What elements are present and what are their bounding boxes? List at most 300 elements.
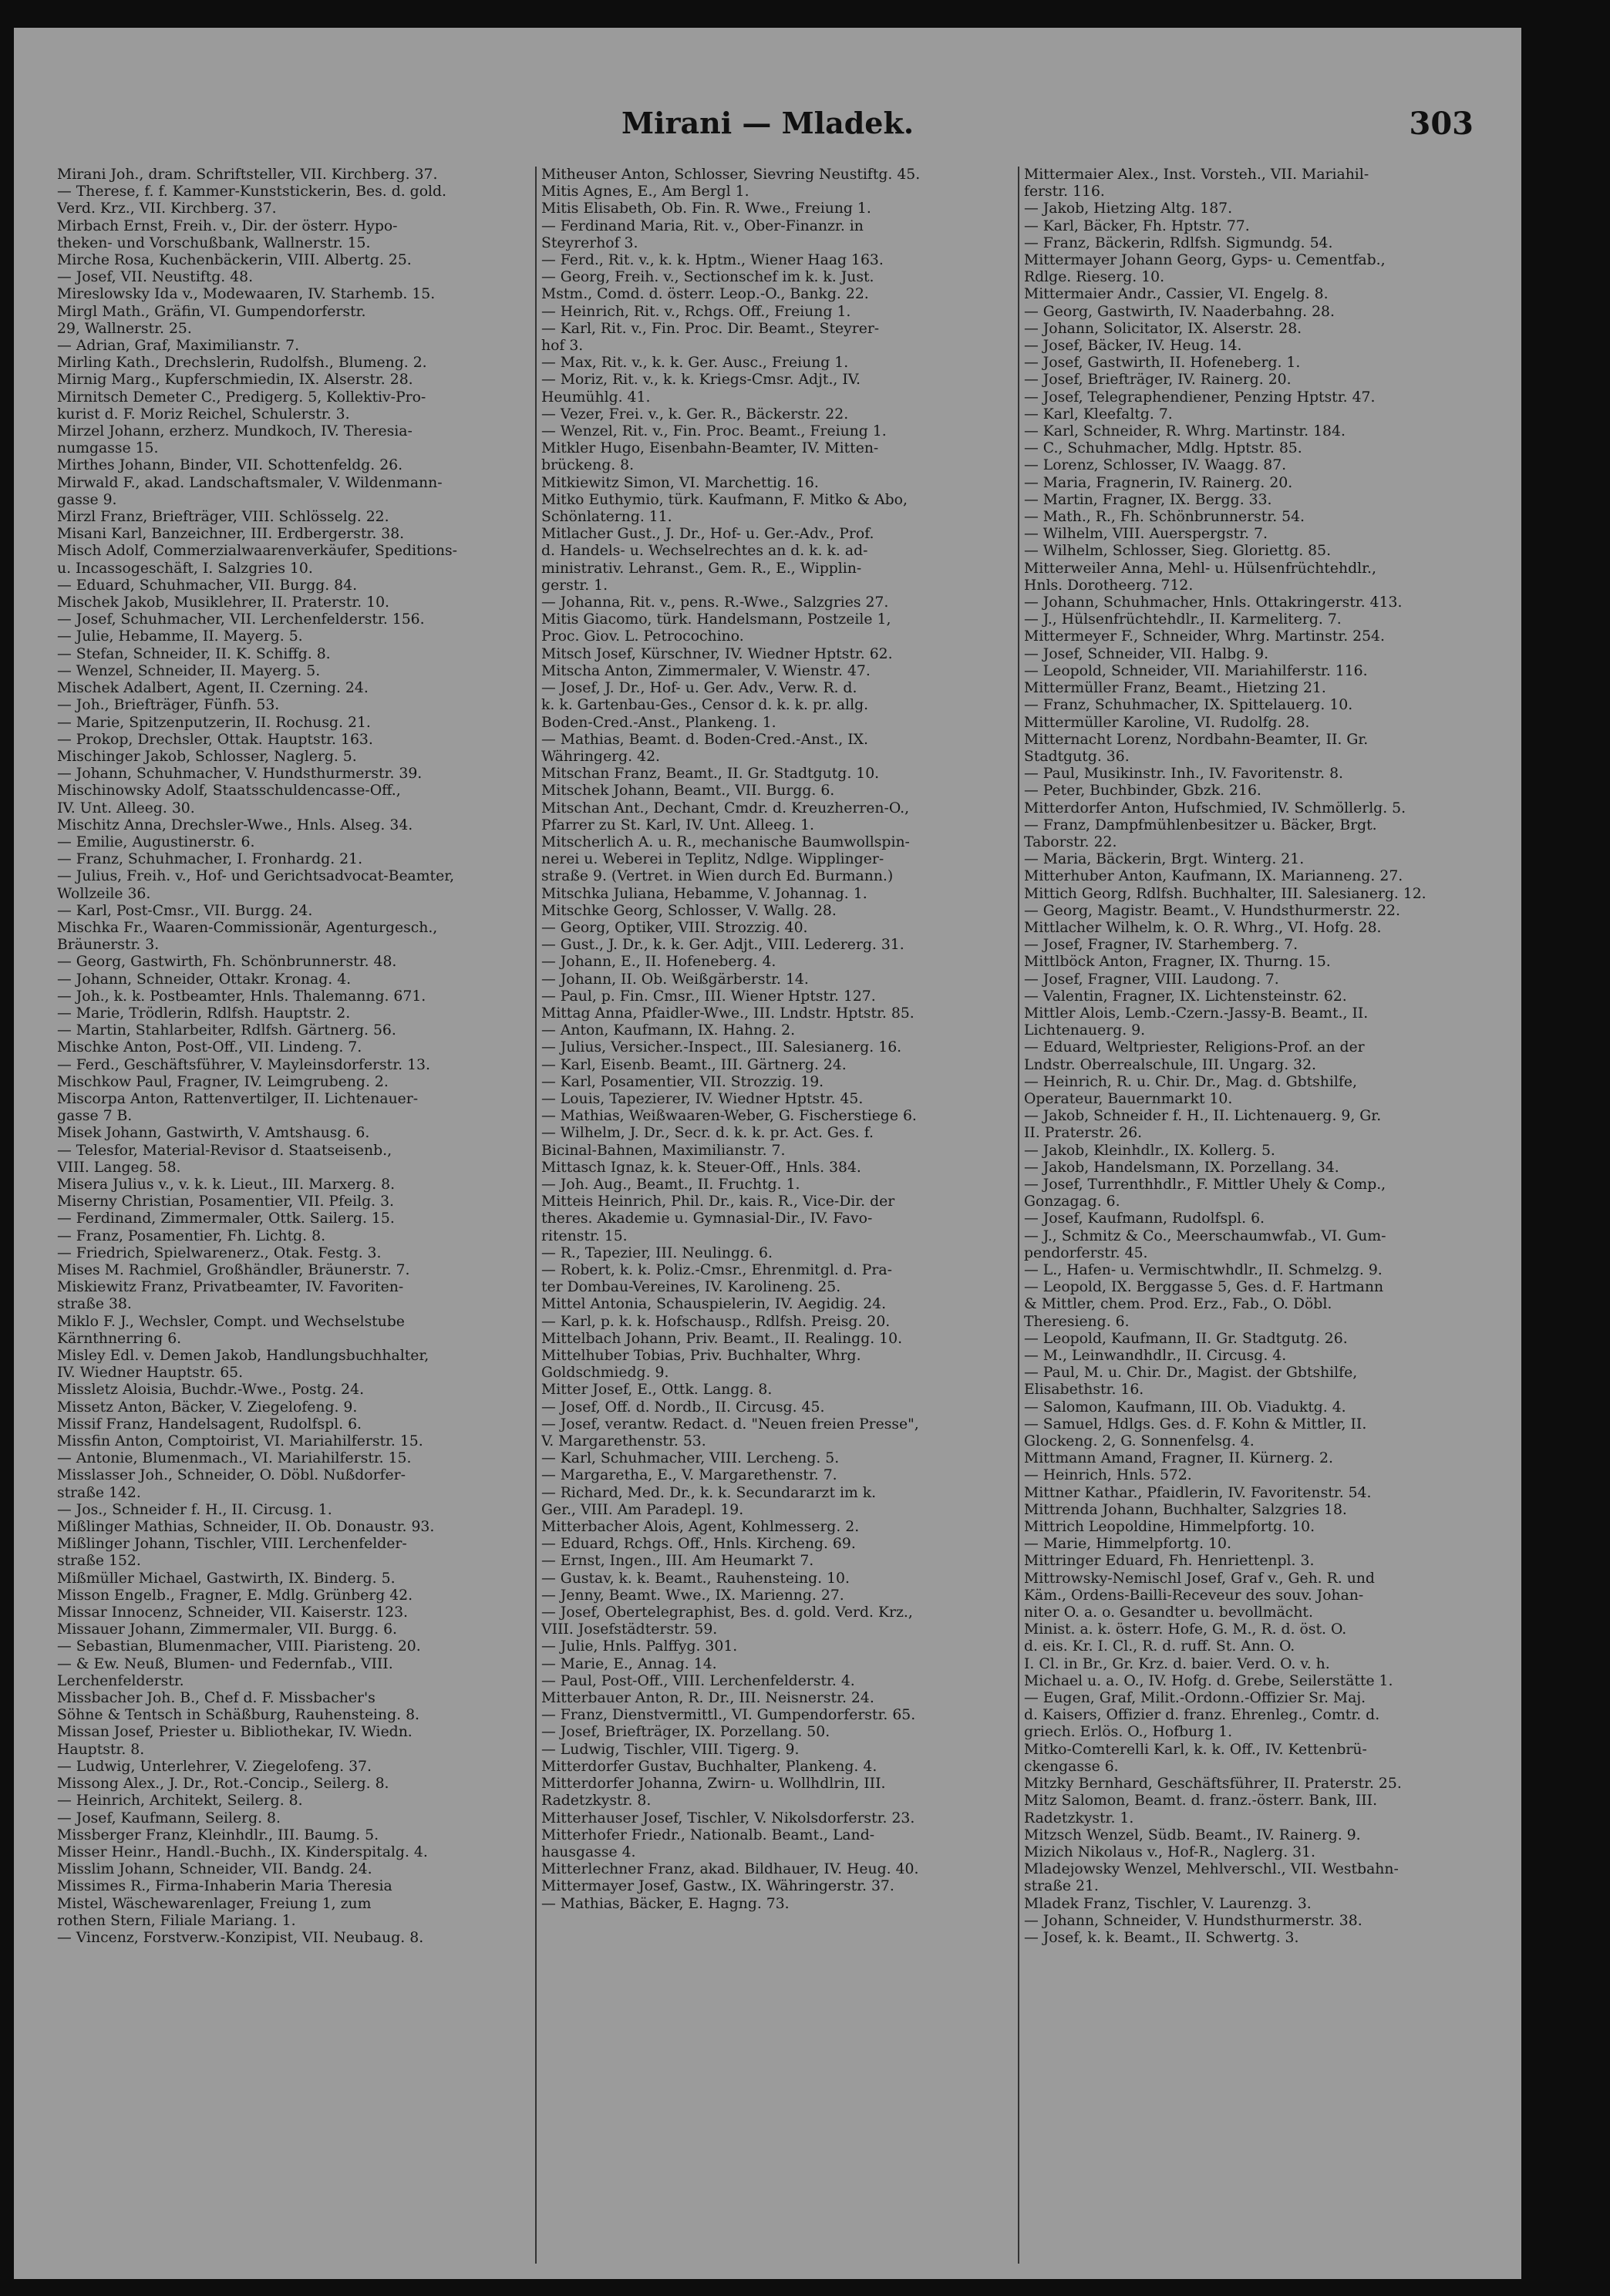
directory-entry-line: Gonzagag. 6. [1024, 1193, 1120, 1210]
directory-entry-line: nerei u. Weberei in Teplitz, Ndlge. Wipplinger- [541, 851, 884, 868]
directory-entry-line: Mitschke Georg, Schlosser, V. Wallg. 28. [541, 902, 837, 919]
directory-entry-line: — Robert, k. k. Poliz.-Cmsr., Ehrenmitgl. d. Pra- [541, 1262, 892, 1278]
directory-entry-line: — Samuel, Hdlgs. Ges. d. F. Kohn & Mittler, II. [1024, 1416, 1367, 1432]
directory-entry-line: Mißmüller Michael, Gastwirth, IX. Binderg. 5. [57, 1570, 396, 1587]
directory-entry-line: — Anton, Kaufmann, IX. Hahng. 2. [541, 1022, 796, 1039]
directory-entry-line: Mischinger Jakob, Schlosser, Naglerg. 5. [57, 748, 357, 765]
directory-entry-line: — Joh., Briefträger, Fünfh. 53. [57, 697, 280, 714]
directory-entry-line: Mitterweiler Anna, Mehl- u. Hülsenfrüchtehdlr., [1024, 560, 1376, 577]
directory-entry-line: Radetzkystr. 1. [1024, 1810, 1134, 1826]
directory-entry-line: Söhne & Tentsch in Schäßburg, Rauhensteing. 8. [57, 1707, 419, 1724]
directory-entry-line: theken- und Vorschußbank, Wallnerstr. 15. [57, 234, 371, 251]
directory-entry-line: Mitsch Josef, Kürschner, IV. Wiedner Hptstr. 62. [541, 645, 893, 662]
directory-entry-line: Missar Innocenz, Schneider, VII. Kaiserstr. 123. [57, 1604, 408, 1621]
directory-entry-line: Theresieng. 6. [1024, 1313, 1130, 1330]
directory-entry-line: Mirnitsch Demeter C., Predigerg. 5, Kollektiv-Pro- [57, 389, 426, 406]
directory-entry-line: — Wilhelm, J. Dr., Secr. d. k. k. pr. Act. Ges. f. [541, 1125, 874, 1142]
directory-entry-line: — Heinrich, Rit. v., Rchgs. Off., Freiung 1. [541, 303, 851, 320]
directory-entry-line: Mitschan Ant., Dechant, Cmdr. d. Kreuzherren-O., [541, 800, 910, 816]
directory-entry-line: — Wenzel, Schneider, II. Mayerg. 5. [57, 662, 321, 679]
directory-entry-line: Glockeng. 2, G. Sonnenfelsg. 4. [1024, 1433, 1255, 1450]
directory-entry-line: Mises M. Rachmiel, Großhändler, Bräunerstr. 7. [57, 1262, 410, 1278]
directory-entry-line: ferstr. 116. [1024, 183, 1105, 200]
directory-entry-line: — Karl, Schneider, R. Whrg. Martinstr. 184. [1024, 423, 1346, 440]
directory-entry-line: — Ferd., Rit. v., k. k. Hptm., Wiener Haag 163. [541, 252, 884, 269]
directory-entry-line: — Johann, Solicitator, IX. Alserstr. 28. [1024, 320, 1302, 337]
directory-entry-line: — Salomon, Kaufmann, III. Ob. Viaduktg. 4. [1024, 1399, 1346, 1416]
directory-entry-line: Lerchenfelderstr. [57, 1672, 184, 1689]
directory-entry-line: Mittelhuber Tobias, Priv. Buchhalter, Whrg. [541, 1348, 861, 1365]
directory-entry-line: — Max, Rit. v., k. k. Ger. Ausc., Freiung 1. [541, 355, 849, 372]
directory-entry-line: Mittermüller Karoline, VI. Rudolfg. 28. [1024, 714, 1310, 731]
directory-entry-line: — Josef, VII. Neustiftg. 48. [57, 269, 254, 286]
directory-entry-line: Pfarrer zu St. Karl, IV. Unt. Alleeg. 1. [541, 816, 815, 833]
directory-entry-line: — C., Schuhmacher, Mdlg. Hptstr. 85. [1024, 440, 1302, 457]
directory-entry-line: Mitterbauer Anton, R. Dr., III. Neisnerstr. 24. [541, 1690, 874, 1707]
directory-entry-line: Goldschmiedg. 9. [541, 1365, 669, 1382]
directory-entry-line: Misser Heinr., Handl.-Buchh., IX. Kinderspitalg. 4. [57, 1843, 428, 1860]
directory-entry-line: straße 142. [57, 1484, 141, 1501]
directory-entry-line: — Louis, Tapezierer, IV. Wiedner Hptstr. 45. [541, 1090, 864, 1107]
directory-entry-line: — Johann, Schneider, Ottakr. Kronag. 4. [57, 971, 352, 988]
directory-entry-line: Mittmann Amand, Fragner, II. Kürnerg. 2. [1024, 1450, 1333, 1467]
directory-entry-line: — Jakob, Schneider f. H., II. Lichtenauerg. 9, Gr. [1024, 1108, 1382, 1125]
directory-entry-line: — Math., R., Fh. Schönbrunnerstr. 54. [1024, 509, 1305, 526]
directory-entry-line: Verd. Krz., VII. Kirchberg. 37. [57, 200, 277, 217]
directory-entry-line: — Eduard, Weltpriester, Religions-Prof. an der [1024, 1039, 1365, 1056]
directory-entry-line: Michael u. a. O., IV. Hofg. d. Grebe, Seilerstätte 1. [1024, 1672, 1393, 1689]
directory-entry-line: — Prokop, Drechsler, Ottak. Hauptstr. 163. [57, 731, 373, 748]
directory-page [14, 28, 1521, 2279]
directory-entry-line: Taborstr. 22. [1024, 833, 1117, 850]
directory-entry-line: Mitterhuber Anton, Kaufmann, IX. Marianneng. 27. [1024, 868, 1403, 885]
directory-entry-line: — Eduard, Schuhmacher, VII. Burgg. 84. [57, 577, 358, 594]
directory-entry-line: Mistel, Wäschewarenlager, Freiung 1, zum [57, 1895, 372, 1912]
directory-entry-line: Mittelbach Johann, Priv. Beamt., II. Realingg. 10. [541, 1330, 903, 1347]
directory-entry-line: Mitzky Bernhard, Geschäftsführer, II. Praterstr. 25. [1024, 1776, 1402, 1793]
directory-entry-line: — Telesfor, Material-Revisor d. Staatseisenb., [57, 1142, 392, 1159]
directory-entry-line: Mitzsch Wenzel, Südb. Beamt., IV. Rainerg. 9. [1024, 1826, 1361, 1843]
directory-entry-line: Radetzkystr. 8. [541, 1793, 652, 1810]
directory-entry-line: Mitterdorfer Johanna, Zwirn- u. Wollhdlrin, III. [541, 1776, 886, 1793]
directory-entry-line: Mitterdorfer Anton, Hufschmied, IV. Schmöllerlg. 5. [1024, 800, 1406, 816]
directory-entry-line: — Mathias, Bäcker, E. Hagng. 73. [541, 1895, 790, 1912]
directory-entry-line: — Marie, Himmelpfortg. 10. [1024, 1536, 1231, 1553]
directory-entry-line: & Mittler, chem. Prod. Erz., Fab., O. Döbl. [1024, 1296, 1332, 1313]
directory-entry-line: Missberger Franz, Kleinhdlr., III. Baumg. 5. [57, 1826, 379, 1843]
directory-entry-line: Missletz Aloisia, Buchdr.-Wwe., Postg. 24. [57, 1382, 365, 1399]
directory-entry-line: — & Ew. Neuß, Blumen- und Federnfab., VIII. [57, 1655, 393, 1672]
directory-entry-line: — Josef, Bäcker, IV. Heug. 14. [1024, 338, 1242, 355]
directory-entry-line: — Jos., Schneider f. H., II. Circusg. 1. [57, 1501, 332, 1518]
directory-entry-line: — Josef, Schuhmacher, VII. Lerchenfelderstr. 156. [57, 611, 425, 628]
directory-entry-line: — Therese, f. f. Kammer-Kunststickerin, Bes. d. gold. [57, 183, 447, 200]
directory-entry-line: — Heinrich, Architekt, Seilerg. 8. [57, 1793, 303, 1810]
directory-entry-line: Steyrerhof 3. [541, 234, 638, 251]
directory-entry-line: Misch Adolf, Commerzialwaarenverkäufer, Speditions- [57, 543, 458, 560]
directory-entry-line: Mladejowsky Wenzel, Mehlverschl., VII. Westbahn- [1024, 1861, 1399, 1878]
directory-entry-line: — Johann, Schuhmacher, Hnls. Ottakringerstr. 413. [1024, 594, 1403, 611]
directory-entry-line: — Jakob, Kleinhdlr., IX. Kollerg. 5. [1024, 1142, 1275, 1159]
directory-entry-line: — Marie, Trödlerin, Rdlfsh. Hauptstr. 2. [57, 1005, 351, 1022]
directory-entry-line: hausgasse 4. [541, 1843, 636, 1860]
directory-entry-line: Mittermayer Johann Georg, Gyps- u. Cementfab., [1024, 252, 1386, 269]
directory-entry-line: straße 9. (Vertret. in Wien durch Ed. Burmann.) [541, 868, 894, 885]
directory-entry-line: Mitscherlich A. u. R., mechanische Baumwollspin- [541, 833, 910, 850]
directory-entry-line: Missfin Anton, Comptoirist, VI. Mariahilferstr. 15. [57, 1433, 423, 1450]
directory-entry-line: Miserny Christian, Posamentier, VII. Pfeilg. 3. [57, 1193, 395, 1210]
directory-entry-line: — Stefan, Schneider, II. K. Schiffg. 8. [57, 645, 331, 662]
directory-entry-line: gerstr. 1. [541, 577, 608, 594]
directory-entry-line: — Eduard, Rchgs. Off., Hnls. Kircheng. 69. [541, 1536, 856, 1553]
directory-entry-line: Miskiewitz Franz, Privatbeamter, IV. Favoriten- [57, 1279, 404, 1296]
directory-entry-line: — Josef, Fragner, IV. Starhemberg. 7. [1024, 937, 1298, 954]
directory-entry-line: Mitter Josef, E., Ottk. Langg. 8. [541, 1382, 773, 1399]
running-head: Mirani — Mladek. [621, 106, 914, 140]
directory-entry-line: 29, Wallnerstr. 25. [57, 320, 192, 337]
directory-entry-line: — Georg, Magistr. Beamt., V. Hundsthurmerstr. 22. [1024, 902, 1400, 919]
page-header [14, 101, 1521, 155]
directory-entry-line: Mitschek Johann, Beamt., VII. Burgg. 6. [541, 783, 835, 800]
column-left [52, 167, 535, 2264]
directory-entry-line: — Josef, Briefträger, IX. Porzellang. 50. [541, 1724, 830, 1741]
directory-entry-line: Schönlaterng. 11. [541, 509, 672, 526]
directory-entry-line: Mitz Salomon, Beamt. d. franz.-österr. Bank, III. [1024, 1793, 1378, 1810]
directory-entry-line: — J., Hülsenfrüchtehdlr., II. Karmeliterg. 7. [1024, 611, 1342, 628]
directory-entry-line: Kärnthnerring 6. [57, 1330, 182, 1347]
directory-entry-line: — Josef, Schneider, VII. Halbg. 9. [1024, 645, 1269, 662]
directory-entry-line: Miscorpa Anton, Rattenvertilger, II. Lichtenauer- [57, 1090, 419, 1107]
directory-entry-line: — Josef, Off. d. Nordb., II. Circusg. 45. [541, 1399, 825, 1416]
directory-entry-line: — Wilhelm, Schlosser, Sieg. Gloriettg. 85. [1024, 543, 1332, 560]
directory-entry-line: VIII. Langeg. 58. [57, 1159, 181, 1176]
directory-entry-line: Misera Julius v., v. k. k. Lieut., III. Marxerg. 8. [57, 1176, 396, 1193]
directory-entry-line: Missif Franz, Handelsagent, Rudolfspl. 6. [57, 1416, 362, 1432]
directory-entry-line: — Jakob, Handelsmann, IX. Porzellang. 34. [1024, 1159, 1339, 1176]
directory-entry-line: u. Incassogeschäft, I. Salzgries 10. [57, 560, 313, 577]
directory-entry-line: — Georg, Gastwirth, IV. Naaderbahng. 28. [1024, 303, 1335, 320]
directory-entry-line: Mirche Rosa, Kuchenbäckerin, VIII. Albertg. 25. [57, 252, 412, 269]
directory-entry-line: — Ernst, Ingen., III. Am Heumarkt 7. [541, 1553, 814, 1570]
directory-entry-line: — Julie, Hnls. Palffyg. 301. [541, 1638, 738, 1655]
directory-entry-line: — Jakob, Hietzing Altg. 187. [1024, 200, 1233, 217]
directory-entry-line: Mitterbacher Alois, Agent, Kohlmesserg. 2. [541, 1519, 860, 1536]
directory-entry-line: Operateur, Bauernmarkt 10. [1024, 1090, 1233, 1107]
directory-entry-line: Mitteis Heinrich, Phil. Dr., kais. R., Vice-Dir. der [541, 1193, 895, 1210]
directory-entry-line: Misslim Johann, Schneider, VII. Bandg. 24. [57, 1861, 372, 1878]
directory-entry-line: Misek Johann, Gastwirth, V. Amtshausg. 6. [57, 1125, 370, 1142]
directory-entry-line: Mittrich Leopoldine, Himmelpfortg. 10. [1024, 1519, 1315, 1536]
directory-entry-line: d. Kaisers, Offizier d. franz. Ehrenleg., Comtr. d. [1024, 1707, 1380, 1724]
directory-entry-line: — Paul, M. u. Chir. Dr., Magist. der Gbtshilfe, [1024, 1365, 1358, 1382]
directory-entry-line: Boden-Cred.-Anst., Plankeng. 1. [541, 714, 776, 731]
directory-entry-line: ter Dombau-Vereines, IV. Karolineng. 25. [541, 1279, 841, 1296]
directory-entry-line: — Josef, Telegraphendiener, Penzing Hptstr. 47. [1024, 389, 1376, 406]
directory-entry-line: Wollzeile 36. [57, 885, 151, 902]
directory-entry-line: — Johann, II. Ob. Weißgärberstr. 14. [541, 971, 809, 988]
directory-entry-line: Währingerg. 42. [541, 748, 660, 765]
directory-entry-line: — L., Hafen- u. Vermischtwhdlr., II. Schmelzg. 9. [1024, 1262, 1383, 1278]
directory-entry-line: Mladek Franz, Tischler, V. Laurenzg. 3. [1024, 1895, 1312, 1912]
directory-entry-line: — Leopold, Schneider, VII. Mariahilferstr. 116. [1024, 662, 1368, 679]
directory-entry-line: — Leopold, IX. Berggasse 5, Ges. d. F. Hartmann [1024, 1279, 1384, 1296]
directory-entry-line: Mißlinger Mathias, Schneider, II. Ob. Donaustr. 93. [57, 1519, 435, 1536]
directory-entry-line: Missauer Johann, Zimmermaler, VII. Burgg. 6. [57, 1621, 398, 1638]
directory-entry-line: — M., Leinwandhdlr., II. Circusg. 4. [1024, 1348, 1287, 1365]
directory-entry-line: Mirgl Math., Gräfin, VI. Gumpendorferstr. [57, 303, 366, 320]
directory-entry-line: Stadtgutg. 36. [1024, 748, 1130, 765]
directory-entry-line: Mischinowsky Adolf, Staatsschuldencasse-Off., [57, 783, 401, 800]
directory-entry-line: — Emilie, Augustinerstr. 6. [57, 833, 255, 850]
directory-entry-line: Mirnig Marg., Kupferschmiedin, IX. Alserstr. 28. [57, 372, 413, 389]
directory-entry-line: Mitko-Comterelli Karl, k. k. Off., IV. Kettenbrü- [1024, 1741, 1367, 1758]
directory-entry-line: — Karl, Schuhmacher, VIII. Lercheng. 5. [541, 1450, 840, 1467]
directory-entry-line: Mittel Antonia, Schauspielerin, IV. Aegidig. 24. [541, 1296, 887, 1313]
directory-entry-line: — Karl, Kleefaltg. 7. [1024, 406, 1173, 423]
directory-entry-line: — Antonie, Blumenmach., VI. Mariahilferstr. 15. [57, 1450, 412, 1467]
directory-entry-line: pendorferstr. 45. [1024, 1244, 1148, 1261]
directory-entry-line: Mitkiewitz Simon, VI. Marchettig. 16. [541, 474, 819, 491]
directory-entry-line: brückeng. 8. [541, 457, 635, 474]
directory-entry-line: — Martin, Stahlarbeiter, Rdlfsh. Gärtnerg. 56. [57, 1022, 396, 1039]
directory-entry-line: Mittlböck Anton, Fragner, IX. Thurng. 15. [1024, 954, 1331, 971]
directory-entry-line: — Johann, Schneider, V. Hundsthurmerstr. 38. [1024, 1912, 1362, 1929]
directory-entry-line: Missbacher Joh. B., Chef d. F. Missbacher's [57, 1690, 376, 1707]
directory-entry-line: Bräunerstr. 3. [57, 937, 160, 954]
directory-entry-line: niter O. a. o. Gesandter u. bevollmächt. [1024, 1604, 1313, 1621]
directory-entry-line: — Mathias, Weißwaaren-Weber, G. Fischerstiege 6. [541, 1108, 917, 1125]
directory-entry-line: — Karl, Rit. v., Fin. Proc. Dir. Beamt., Steyrer- [541, 320, 880, 337]
directory-entry-line: — Gustav, k. k. Beamt., Rauhensteing. 10. [541, 1570, 850, 1587]
directory-entry-line: Mitis Agnes, E., Am Bergl 1. [541, 183, 749, 200]
directory-entry-line: — Ferdinand, Zimmermaler, Ottk. Sailerg. 15. [57, 1210, 395, 1227]
directory-entry-line: Mitlacher Gust., J. Dr., Hof- u. Ger.-Adv., Prof. [541, 526, 874, 543]
directory-entry-line: Mitterhofer Friedr., Nationalb. Beamt., Land- [541, 1826, 875, 1843]
directory-entry-line: d. Handels- u. Wechselrechtes an d. k. k. ad- [541, 543, 868, 560]
directory-entry-line: — Karl, Eisenb. Beamt., III. Gärtnerg. 24. [541, 1056, 847, 1073]
directory-entry-line: Mischek Adalbert, Agent, II. Czerning. 24. [57, 680, 369, 697]
directory-entry-line: Mireslowsky Ida v., Modewaaren, IV. Starhemb. 15. [57, 286, 436, 303]
directory-entry-line: Misani Karl, Banzeichner, III. Erdbergerstr. 38. [57, 526, 405, 543]
directory-entry-line: — Vezer, Frei. v., k. Ger. R., Bäckerstr. 22. [541, 406, 849, 423]
directory-entry-line: — Ludwig, Tischler, VIII. Tigerg. 9. [541, 1741, 800, 1758]
directory-entry-line: Mittermeyer F., Schneider, Whrg. Martinstr. 254. [1024, 628, 1385, 645]
directory-entry-line: Mittasch Ignaz, k. k. Steuer-Off., Hnls. 384. [541, 1159, 861, 1176]
column-right [1018, 167, 1501, 2264]
directory-entry-line: — Franz, Dampfmühlenbesitzer u. Bäcker, Brgt. [1024, 816, 1377, 833]
directory-entry-line: — Karl, Bäcker, Fh. Hptstr. 77. [1024, 217, 1250, 234]
directory-entry-line: — Margaretha, E., V. Margarethenstr. 7. [541, 1467, 837, 1484]
directory-entry-line: — Ferdinand Maria, Rit. v., Ober-Finanzr. in [541, 217, 864, 234]
directory-entry-line: — Ludwig, Unterlehrer, V. Ziegelofeng. 37. [57, 1758, 372, 1775]
directory-entry-line: Mitterlechner Franz, akad. Bildhauer, IV. Heug. 40. [541, 1861, 919, 1878]
directory-entry-line: Missong Alex., J. Dr., Rot.-Concip., Seilerg. 8. [57, 1776, 389, 1793]
directory-entry-line: — Richard, Med. Dr., k. k. Secundararzt im k. [541, 1484, 877, 1501]
directory-entry-line: Mirbach Ernst, Freih. v., Dir. der österr. Hypo- [57, 217, 398, 234]
directory-entry-line: — Johann, Schuhmacher, V. Hundsthurmerstr. 39. [57, 766, 423, 783]
directory-entry-line: Missan Josef, Priester u. Bibliothekar, IV. Wiedn. [57, 1724, 413, 1741]
directory-entry-line: — Franz, Schuhmacher, I. Fronhardg. 21. [57, 851, 363, 868]
directory-entry-line: — Ferd., Geschäftsführer, V. Mayleinsdorferstr. 13. [57, 1056, 430, 1073]
page-number: 303 [1409, 106, 1474, 142]
directory-entry-line: Misslasser Joh., Schneider, O. Döbl. Nußdorfer- [57, 1467, 406, 1484]
directory-entry-line: — Joh. Aug., Beamt., II. Fruchtg. 1. [541, 1176, 800, 1193]
directory-entry-line: Mitkler Hugo, Eisenbahn-Beamter, IV. Mitten- [541, 440, 879, 457]
directory-entry-line: — Paul, Musikinstr. Inh., IV. Favoritenstr. 8. [1024, 766, 1344, 783]
directory-entry-line: Mirzl Franz, Briefträger, VIII. Schlösselg. 22. [57, 509, 389, 526]
directory-entry-line: IV. Unt. Alleeg. 30. [57, 800, 195, 816]
directory-entry-line: Mirthes Johann, Binder, VII. Schottenfeldg. 26. [57, 457, 403, 474]
directory-entry-line: — Josef, verantw. Redact. d. "Neuen freien Presse", [541, 1416, 919, 1432]
directory-entry-line: Mittrowsky-Nemischl Josef, Graf v., Geh. R. und [1024, 1570, 1375, 1587]
directory-entry-line: d. eis. Kr. I. Cl., R. d. ruff. St. Ann. O. [1024, 1638, 1295, 1655]
directory-entry-line: — Josef, k. k. Beamt., II. Schwertg. 3. [1024, 1929, 1299, 1946]
directory-entry-line: Lichtenauerg. 9. [1024, 1022, 1146, 1039]
directory-entry-line: ministrativ. Lehranst., Gem. R., E., Wipplin- [541, 560, 862, 577]
directory-entry-line: rothen Stern, Filiale Mariang. 1. [57, 1912, 296, 1929]
column-middle [535, 167, 1018, 2264]
directory-entry-line: Mstm., Comd. d. österr. Leop.-O., Bankg. 22. [541, 286, 869, 303]
directory-entry-line: — Sebastian, Blumenmacher, VIII. Piaristeng. 20. [57, 1638, 421, 1655]
directory-entry-line: Mitscha Anton, Zimmermaler, V. Wienstr. 47. [541, 662, 871, 679]
directory-entry-line: — Franz, Dienstvermittl., VI. Gumpendorferstr. 65. [541, 1707, 916, 1724]
directory-entry-line: Mirling Kath., Drechslerin, Rudolfsh., Blumeng. 2. [57, 355, 427, 372]
directory-entry-line: — Adrian, Graf, Maximilianstr. 7. [57, 338, 300, 355]
directory-entry-line: Rdlge. Rieserg. 10. [1024, 269, 1165, 286]
directory-entry-line: Mittermaier Andr., Cassier, VI. Engelg. 8. [1024, 286, 1329, 303]
directory-entry-line: — R., Tapezier, III. Neulingg. 6. [541, 1244, 773, 1261]
directory-entry-line: Mischke Anton, Post-Off., VII. Lindeng. 7. [57, 1039, 362, 1056]
directory-entry-line: ritenstr. 15. [541, 1227, 628, 1244]
directory-entry-line: — Franz, Schuhmacher, IX. Spittelauerg. 10. [1024, 697, 1353, 714]
directory-entry-line: Mirwald F., akad. Landschaftsmaler, V. Wildenmann- [57, 474, 443, 491]
directory-entry-line: — Marie, Spitzenputzerin, II. Rochusg. 21. [57, 714, 371, 731]
directory-entry-line: Mittermayer Josef, Gastw., IX. Währingerstr. 37. [541, 1878, 894, 1895]
directory-entry-line: — Josef, Briefträger, IV. Rainerg. 20. [1024, 372, 1292, 389]
directory-entry-line: — Martin, Fragner, IX. Bergg. 33. [1024, 491, 1272, 508]
directory-entry-line: Mizich Nikolaus v., Hof-R., Naglerg. 31. [1024, 1843, 1315, 1860]
directory-entry-line: — Marie, E., Annag. 14. [541, 1655, 717, 1672]
directory-entry-line: Mirani Joh., dram. Schriftsteller, VII. Kirchberg. 37. [57, 167, 438, 183]
directory-entry-line: — Mathias, Beamt. d. Boden-Cred.-Anst., IX. [541, 731, 868, 748]
directory-entry-line: Mischek Jakob, Musiklehrer, II. Praterstr. 10. [57, 594, 389, 611]
directory-entry-line: — Paul, Post-Off., VIII. Lerchenfelderstr. 4. [541, 1672, 855, 1689]
directory-entry-line: Mittner Kathar., Pfaidlerin, IV. Favoritenstr. 54. [1024, 1484, 1372, 1501]
directory-entry-line: — Karl, p. k. k. Hofschausp., Rdlfsh. Preisg. 20. [541, 1313, 891, 1330]
directory-entry-line: Mittag Anna, Pfaidler-Wwe., III. Lndstr. Hptstr. 85. [541, 1005, 914, 1022]
directory-entry-line: — Franz, Posamentier, Fh. Lichtg. 8. [57, 1227, 326, 1244]
directory-entry-line: Mittermüller Franz, Beamt., Hietzing 21. [1024, 680, 1326, 697]
directory-entry-line: — Wenzel, Rit. v., Fin. Proc. Beamt., Freiung 1. [541, 423, 887, 440]
directory-entry-line: — Julius, Freih. v., Hof- und Gerichtsadvocat-Beamter, [57, 868, 455, 885]
directory-entry-line: Elisabethstr. 16. [1024, 1382, 1144, 1399]
directory-entry-line: — Georg, Freih. v., Sectionschef im k. k. Just. [541, 269, 874, 286]
directory-entry-line: — Joh., k. k. Postbeamter, Hnls. Thalemanng. 671. [57, 988, 426, 1005]
directory-entry-line: — Lorenz, Schlosser, IV. Waagg. 87. [1024, 457, 1287, 474]
directory-entry-line: Miklo F. J., Wechsler, Compt. und Wechselstube [57, 1313, 405, 1330]
directory-entry-line: — Maria, Fragnerin, IV. Rainerg. 20. [1024, 474, 1293, 491]
directory-entry-line: Proc. Giov. L. Petrocochino. [541, 628, 744, 645]
directory-entry-line: — Franz, Bäckerin, Rdlfsh. Sigmundg. 54. [1024, 234, 1333, 251]
directory-entry-line: Mirzel Johann, erzherz. Mundkoch, IV. Theresia- [57, 423, 413, 440]
directory-entry-line: Hnls. Dorotheerg. 712. [1024, 577, 1194, 594]
directory-entry-line: straße 152. [57, 1553, 141, 1570]
directory-entry-line: hof 3. [541, 338, 584, 355]
directory-entry-line: — Georg, Optiker, VIII. Strozzig. 40. [541, 919, 808, 936]
directory-entry-line: — Karl, Post-Cmsr., VII. Burgg. 24. [57, 902, 313, 919]
directory-entry-line: Hauptstr. 8. [57, 1741, 145, 1758]
directory-entry-line: Mitis Elisabeth, Ob. Fin. R. Wwe., Freiung 1. [541, 200, 871, 217]
directory-entry-line: — Josef, J. Dr., Hof- u. Ger. Adv., Verw. R. d. [541, 680, 857, 697]
directory-entry-line: — Maria, Bäckerin, Brgt. Winterg. 21. [1024, 851, 1305, 868]
directory-entry-line: — Paul, p. Fin. Cmsr., III. Wiener Hptstr. 127. [541, 988, 876, 1005]
directory-entry-line: II. Praterstr. 26. [1024, 1125, 1143, 1142]
directory-entry-line: — Julie, Hebamme, II. Mayerg. 5. [57, 628, 303, 645]
directory-entry-line: Bicinal-Bahnen, Maximilianstr. 7. [541, 1142, 786, 1159]
directory-entry-line: straße 38. [57, 1296, 132, 1313]
directory-entry-line: — Josef, Turrenthhdlr., F. Mittler Uhely & Comp., [1024, 1176, 1386, 1193]
directory-entry-line: Mitterdorfer Gustav, Buchhalter, Plankeng. 4. [541, 1758, 877, 1775]
directory-entry-line: Ger., VIII. Am Paradepl. 19. [541, 1501, 744, 1518]
directory-entry-line: Mittich Georg, Rdlfsh. Buchhalter, III. Salesianerg. 12. [1024, 885, 1426, 902]
directory-entry-line: Mitheuser Anton, Schlosser, Sievring Neustiftg. 45. [541, 167, 921, 183]
directory-entry-line: Mitterhauser Josef, Tischler, V. Nikolsdorferstr. 23. [541, 1810, 915, 1826]
directory-entry-line: — Josef, Kaufmann, Rudolfspl. 6. [1024, 1210, 1265, 1227]
directory-entry-line: — Karl, Posamentier, VII. Strozzig. 19. [541, 1073, 824, 1090]
directory-entry-line: — Moriz, Rit. v., k. k. Kriegs-Cmsr. Adjt., IV. [541, 372, 861, 389]
directory-entry-line: — Josef, Obertelegraphist, Bes. d. gold. Verd. Krz., [541, 1604, 913, 1621]
directory-entry-line: Mißlinger Johann, Tischler, VIII. Lerchenfelder- [57, 1536, 407, 1553]
directory-entry-line: numgasse 15. [57, 440, 159, 457]
directory-entry-line: — Peter, Buchbinder, Gbzk. 216. [1024, 783, 1261, 800]
directory-entry-line: — Jenny, Beamt. Wwe., IX. Marienng. 27. [541, 1587, 844, 1604]
directory-entry-line: Mischitz Anna, Drechsler-Wwe., Hnls. Alseg. 34. [57, 816, 413, 833]
directory-entry-line: Missetz Anton, Bäcker, V. Ziegelofeng. 9. [57, 1399, 358, 1416]
directory-entry-line: — Heinrich, Hnls. 572. [1024, 1467, 1192, 1484]
directory-entry-line: — Georg, Gastwirth, Fh. Schönbrunnerstr. 48. [57, 954, 397, 971]
directory-entry-line: Mitschan Franz, Beamt., II. Gr. Stadtgutg. 10. [541, 766, 880, 783]
directory-entry-line: Misson Engelb., Fragner, E. Mdlg. Grünberg 42. [57, 1587, 413, 1604]
directory-entry-line: — Friedrich, Spielwarenerz., Otak. Festg. 3. [57, 1244, 382, 1261]
directory-columns [52, 167, 1502, 2264]
directory-entry-line: — Wilhelm, VIII. Auerspergstr. 7. [1024, 526, 1268, 543]
directory-entry-line: — Johann, E., II. Hofeneberg. 4. [541, 954, 776, 971]
directory-entry-line: — Gust., J. Dr., k. k. Ger. Adjt., VIII. Ledererg. 31. [541, 937, 904, 954]
directory-entry-line: Mittler Alois, Lemb.-Czern.-Jassy-B. Beamt., II. [1024, 1005, 1369, 1022]
directory-entry-line: Minist. a. k. österr. Hofe, G. M., R. d. öst. O. [1024, 1621, 1347, 1638]
directory-entry-line: — Leopold, Kaufmann, II. Gr. Stadtgutg. 26. [1024, 1330, 1348, 1347]
directory-entry-line: Heumühlg. 41. [541, 389, 651, 406]
directory-entry-line: Misley Edl. v. Demen Jakob, Handlungsbuchhalter, [57, 1348, 429, 1365]
directory-entry-line: — Eugen, Graf, Milit.-Ordonn.-Offizier Sr. Maj. [1024, 1690, 1366, 1707]
directory-entry-line: gasse 7 B. [57, 1108, 133, 1125]
directory-entry-line: Mitschka Juliana, Hebamme, V. Johannag. 1. [541, 885, 867, 902]
directory-entry-line: — Vincenz, Forstverw.-Konzipist, VII. Neubaug. 8. [57, 1929, 424, 1946]
directory-entry-line: Mischkow Paul, Fragner, IV. Leimgrubeng. 2. [57, 1073, 389, 1090]
directory-entry-line: Lndstr. Oberrealschule, III. Ungarg. 32. [1024, 1056, 1316, 1073]
directory-entry-line: Mischka Fr., Waaren-Commissionär, Agenturgesch., [57, 919, 438, 936]
directory-entry-line: k. k. Gartenbau-Ges., Censor d. k. k. pr. allg. [541, 697, 869, 714]
directory-entry-line: Mittermaier Alex., Inst. Vorsteh., VII. Mariahil- [1024, 167, 1369, 183]
directory-entry-line: Mittlacher Wilhelm, k. O. R. Whrg., VI. Hofg. 28. [1024, 919, 1382, 936]
directory-entry-line: Mitko Euthymio, türk. Kaufmann, F. Mitko & Abo, [541, 491, 908, 508]
directory-entry-line: kurist d. F. Moriz Reichel, Schulerstr. 3. [57, 406, 350, 423]
directory-entry-line: Missimes R., Firma-Inhaberin Maria Theresia [57, 1878, 392, 1895]
directory-entry-line: VIII. Josefstädterstr. 59. [541, 1621, 718, 1638]
directory-entry-line: IV. Wiedner Hauptstr. 65. [57, 1365, 244, 1382]
directory-entry-line: — Josef, Gastwirth, II. Hofeneberg. 1. [1024, 355, 1301, 372]
directory-entry-line: — Julius, Versicher.-Inspect., III. Salesianerg. 16. [541, 1039, 902, 1056]
